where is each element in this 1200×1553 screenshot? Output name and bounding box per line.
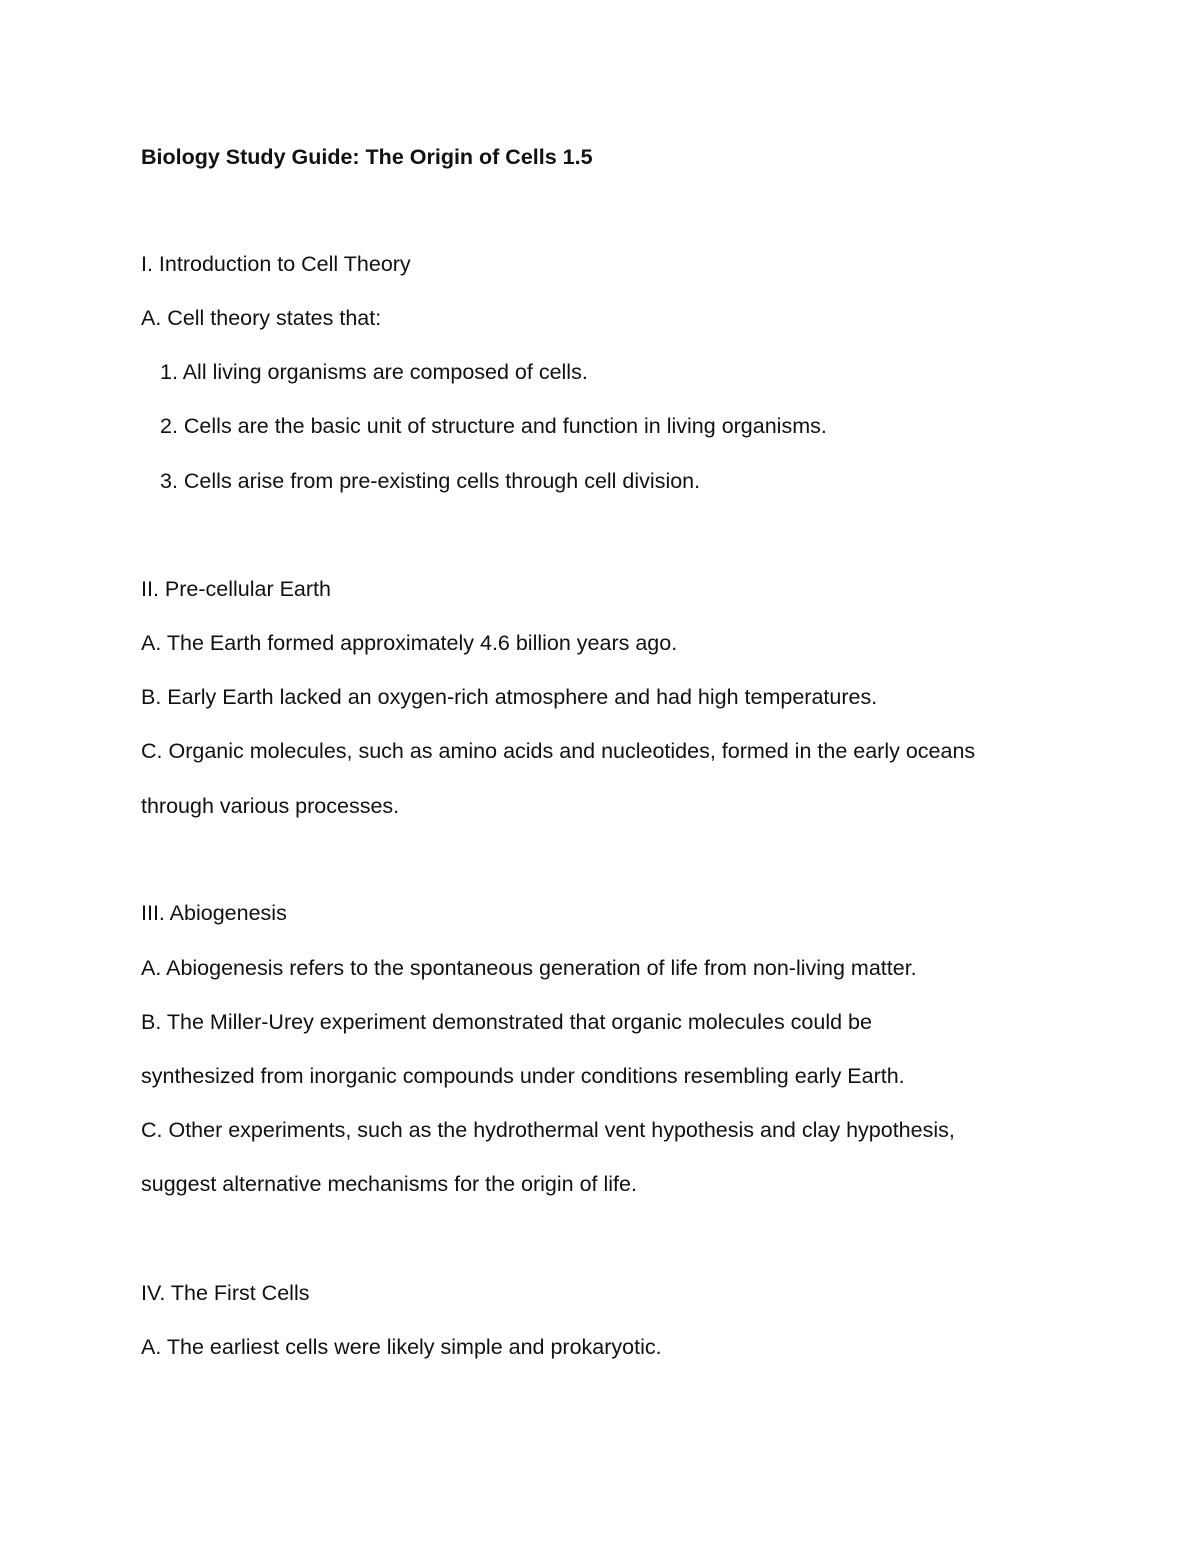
section-3-item-c-line-1: C. Other experiments, such as the hydrothermal vent hypothesis and clay hypothesis,: [141, 1118, 955, 1142]
section-4-item-a: A. The earliest cells were likely simple and prokaryotic.: [141, 1335, 662, 1359]
section-1-item-a: A. Cell theory states that:: [141, 306, 382, 330]
document-title: Biology Study Guide: The Origin of Cells 1.5: [141, 145, 593, 169]
section-1-subitem-2: 2. Cells are the basic unit of structure and function in living organisms.: [160, 414, 827, 438]
section-1-subitem-3: 3. Cells arise from pre-existing cells through cell division.: [160, 469, 701, 493]
section-3-item-c-line-2: suggest alternative mechanisms for the origin of life.: [141, 1172, 637, 1196]
section-2-item-b: B. Early Earth lacked an oxygen-rich atmosphere and had high temperatures.: [141, 685, 878, 709]
section-3-item-a: A. Abiogenesis refers to the spontaneous generation of life from non-living matter.: [141, 956, 917, 980]
section-2-item-c-line-1: C. Organic molecules, such as amino acids and nucleotides, formed in the early oceans: [141, 739, 976, 763]
section-3-item-b-line-1: B. The Miller-Urey experiment demonstrated that organic molecules could be: [141, 1010, 872, 1034]
section-2-item-c-line-2: through various processes.: [141, 794, 400, 818]
section-1-subitem-1: 1. All living organisms are composed of cells.: [160, 360, 588, 384]
section-heading-2: II. Pre-cellular Earth: [141, 577, 331, 601]
section-heading-4: IV. The First Cells: [141, 1281, 310, 1305]
section-3-item-b-line-2: synthesized from inorganic compounds under conditions resembling early Earth.: [141, 1064, 905, 1088]
section-heading-3: III. Abiogenesis: [141, 901, 287, 925]
section-heading-1: I. Introduction to Cell Theory: [141, 252, 411, 276]
section-2-item-a: A. The Earth formed approximately 4.6 billion years ago.: [141, 631, 678, 655]
